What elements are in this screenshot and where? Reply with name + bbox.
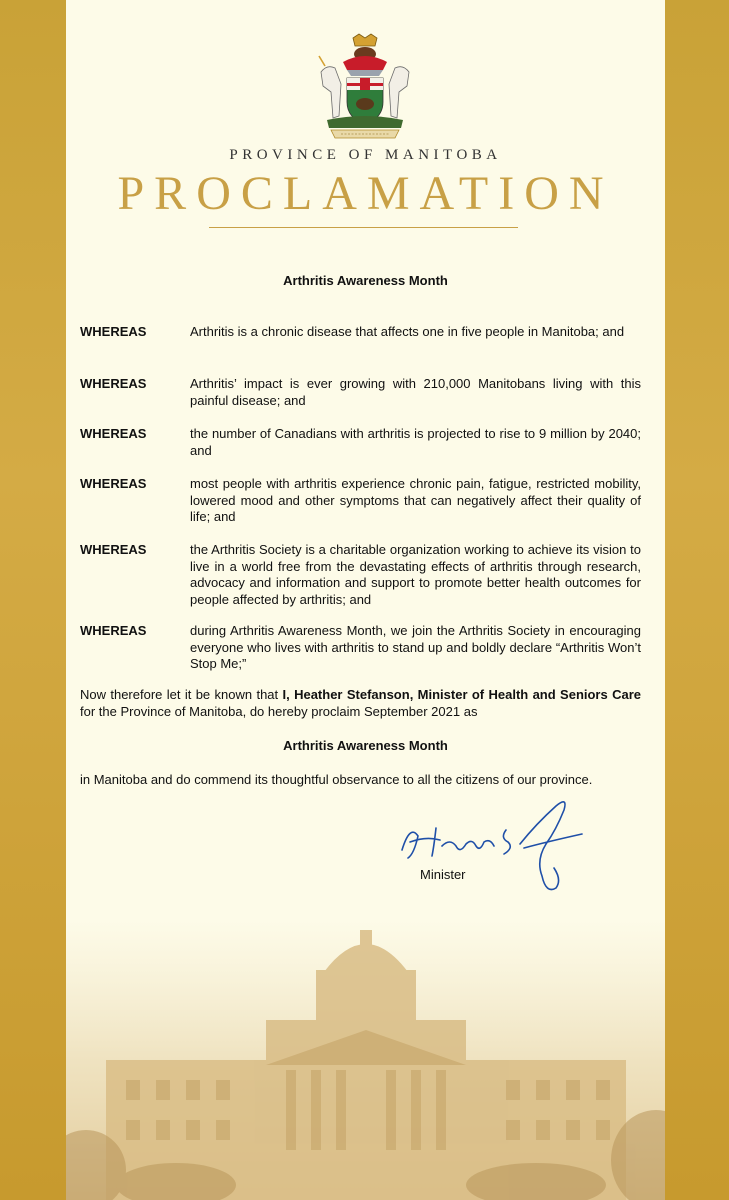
clause-text: during Arthritis Awareness Month, we join the Arthritis Society in encouraging everyone who lives with arthritis to stand up and boldly declare “Arthritis Won’t Stop Me;” xyxy=(190,623,641,671)
clause-label: WHEREAS xyxy=(80,476,147,491)
statement-rest: for the Province of Manitoba, do hereby proclaim September 2021 as xyxy=(80,703,478,719)
gold-border-right xyxy=(665,0,729,1200)
document-heading: PROCLAMATION xyxy=(117,167,614,220)
closing-statement: in Manitoba and do commend its thoughtful observance to all the citizens of our province. xyxy=(80,772,593,787)
manitoba-coat-of-arms-icon xyxy=(313,32,417,142)
legislative-building-watermark xyxy=(66,920,665,1200)
proclaimed-title: Arthritis Awareness Month xyxy=(283,738,448,753)
province-name: PROVINCE OF MANITOBA xyxy=(229,147,502,163)
clause-text: Arthritis is a chronic disease that affects one in five people in Manitoba; and xyxy=(190,324,625,339)
clause-label: WHEREAS xyxy=(80,376,147,391)
clause-label: WHEREAS xyxy=(80,542,147,557)
clause-text: the Arthritis Society is a charitable organization working to achieve its vision to live in a world free from the devastating effects of arthritis through research, advocacy and information and support to promote better health outcomes for people affected by arthritis; and xyxy=(190,542,641,607)
clause-text: Arthritis’ impact is ever growing with 210,000 Manitobans living with this painful disease; and xyxy=(190,376,641,408)
clause-label: WHEREAS xyxy=(80,623,147,638)
proclamation-statement xyxy=(80,687,641,720)
gold-border-left xyxy=(0,0,66,1200)
clause-label: WHEREAS xyxy=(80,324,147,339)
clause-label: WHEREAS xyxy=(80,426,147,441)
proclamation-title: Arthritis Awareness Month xyxy=(283,273,448,288)
statement-lead: Now therefore let it be known that xyxy=(80,687,283,702)
heading-divider xyxy=(209,227,518,228)
minister-signature xyxy=(396,784,586,904)
statement-minister: I, Heather Stefanson, Minister of Health and Seniors Care xyxy=(282,687,641,702)
proclamation-document xyxy=(66,0,665,1200)
signature-title: Minister xyxy=(420,867,466,882)
clause-text: the number of Canadians with arthritis is projected to rise to 9 million by 2040; and xyxy=(190,426,641,458)
clause-text: most people with arthritis experience chronic pain, fatigue, restricted mobility, lowered mood and other symptoms that can negatively affect their quality of life; and xyxy=(190,476,641,524)
